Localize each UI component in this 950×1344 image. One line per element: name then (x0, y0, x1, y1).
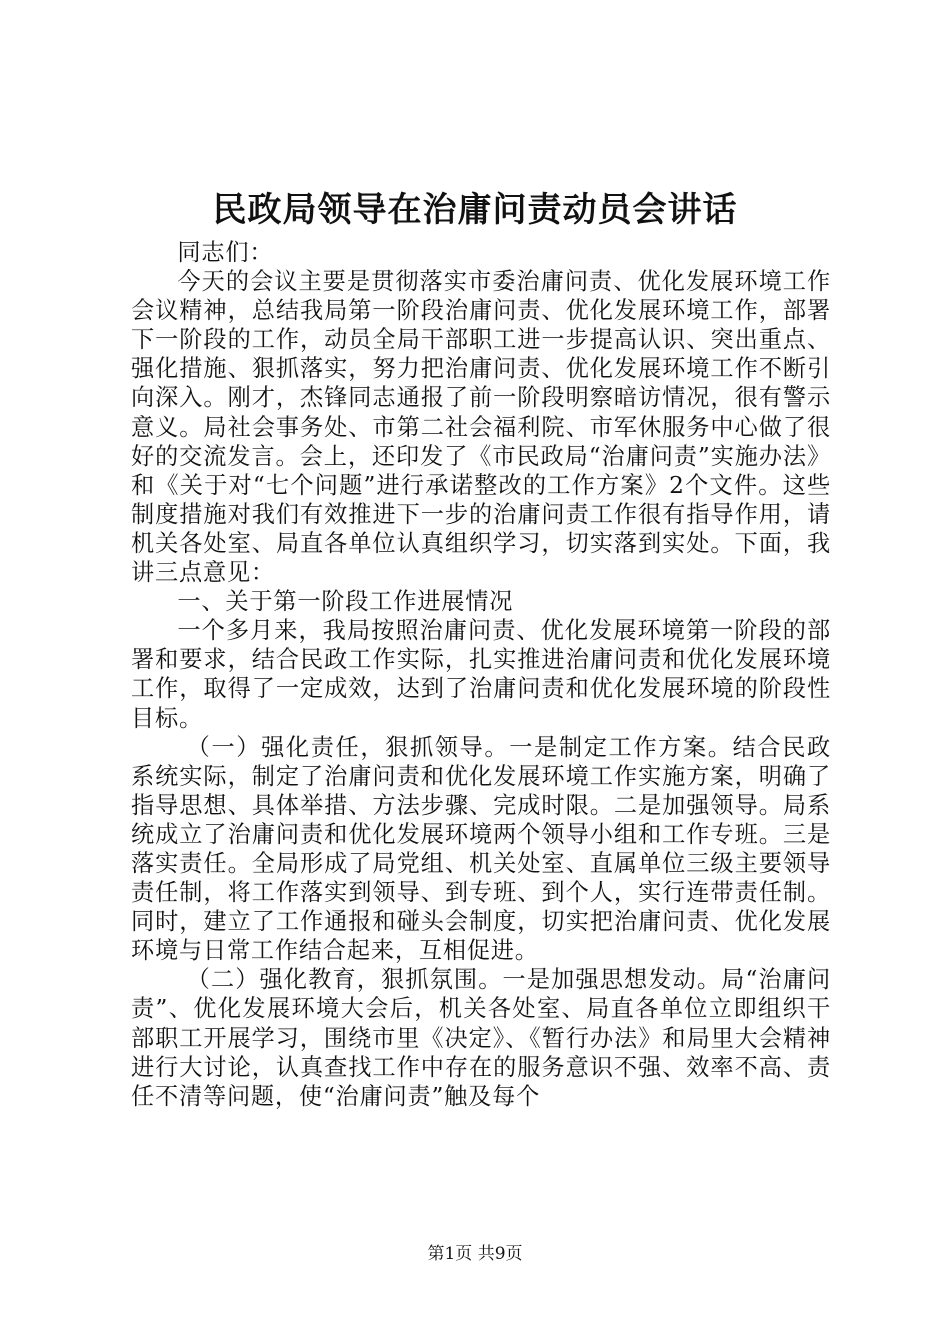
document-title: 民政局领导在治庸问责动员会讲话 (212, 190, 738, 230)
body-paragraph: （二）强化教育，狠抓氛围。一是加强思想发动。局“治庸问责”、优化发展环境大会后，机关各处室、局直各单位立即组织干部职工开展学习，围绕市里《决定》、《暂行办法》和局里大会精神进行大讨论，认真查找工作中存在的服务意识不强、效率不高、责任不清等问题，使“治庸问责”触及每个 (131, 966, 831, 1110)
document-body (131, 238, 831, 1111)
page-number-footer: 第1页 共9页 (427, 1244, 523, 1264)
body-paragraph: 今天的会议主要是贯彻落实市委治庸问责、优化发展环境工作会议精神，总结我局第一阶段治庸问责、优化发展环境工作，部署下一阶段的工作，动员全局干部职工进一步提高认识、突出重点、强化措施、狠抓落实，努力把治庸问责、优化发展环境工作不断引向深入。刚才，杰锋同志通报了前一阶段明察暗访情况，很有警示意义。局社会事务处、市第二社会福利院、市军休服务中心做了很好的交流发言。会上，还印发了《市民政局“治庸问责”实施办法》和《关于对“七个问题”进行承诺整改的工作方案》2个文件。这些制度措施对我们有效推进下一步的治庸问责工作很有指导作用，请机关各处室、局直各单位认真组织学习，切实落到实处。下面，我讲三点意见： (131, 268, 831, 587)
body-paragraph: 一个多月来，我局按照治庸问责、优化发展环境第一阶段的部署和要求，结合民政工作实际，扎实推进治庸问责和优化发展环境工作，取得了一定成效，达到了治庸问责和优化发展环境的阶段性目标。 (131, 617, 831, 732)
section-heading: 一、关于第一阶段工作进展情况 (177, 588, 514, 616)
salutation: 同志们： (177, 239, 274, 266)
body-paragraph: （一）强化责任，狠抓领导。一是制定工作方案。结合民政系统实际，制定了治庸问责和优化发展环境工作实施方案，明确了指导思想、具体举措、方法步骤、完成时限。二是加强领导。局系统成立了治庸问责和优化发展环境两个领导小组和工作专班。三是落实责任。全局形成了局党组、机关处室、直属单位三级主要领导责任制，将工作落实到领导、到专班、到个人，实行连带责任制。同时，建立了工作通报和碰头会制度，切实把治庸问责、优化发展环境与日常工作结合起来，互相促进。 (131, 733, 831, 965)
